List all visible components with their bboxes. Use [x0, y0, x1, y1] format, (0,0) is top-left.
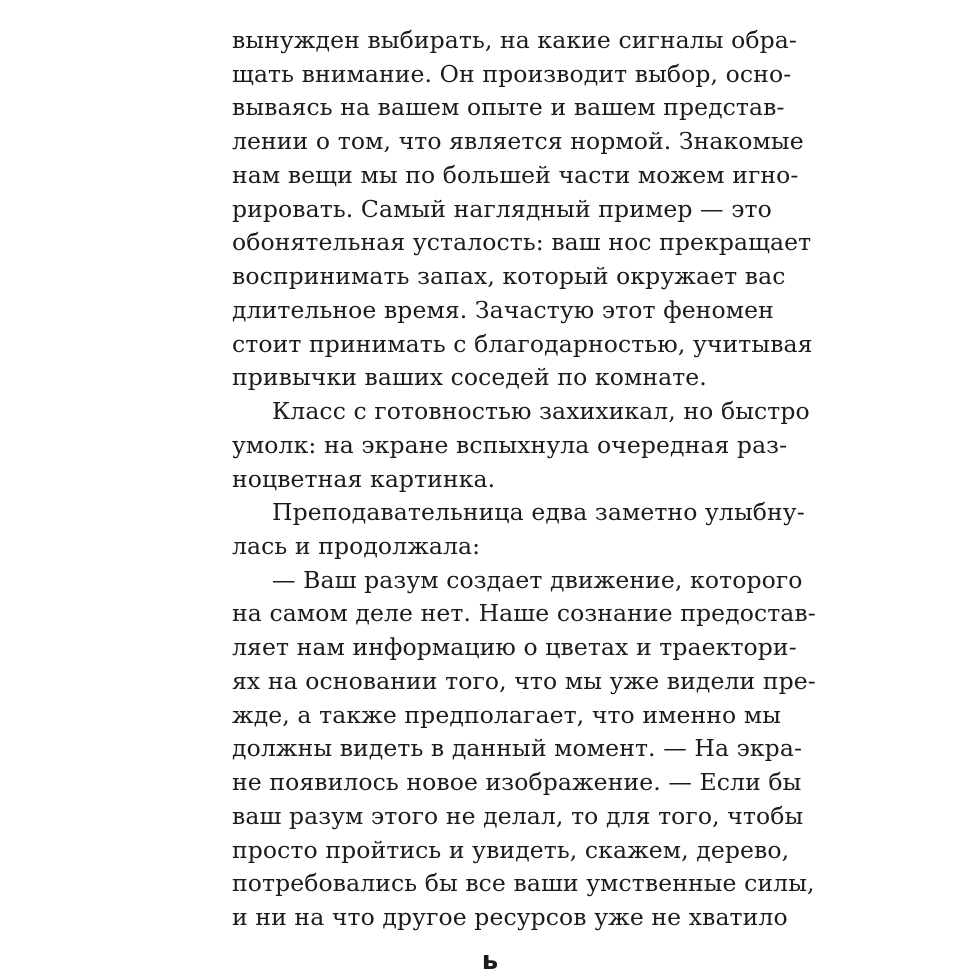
- text-line: обонятельная усталость: ваш нос прекращает: [232, 228, 812, 257]
- text-line: ляет нам информацию о цветах и траектори-: [232, 633, 797, 662]
- text-line: умолк: на экране вспыхнула очередная раз-: [232, 430, 788, 459]
- text-line: не появилось новое изображение. — Если бы: [232, 768, 802, 797]
- text-line: вынужден выбирать, на какие сигналы обра-: [232, 26, 797, 54]
- book-page-text: [232, 24, 816, 935]
- text-line: щать внимание. Он производит выбор, осно-: [232, 59, 792, 88]
- text-line: просто пройтись и увидеть, скажем, дерево,: [232, 835, 790, 864]
- text-line: лась и продолжала:: [232, 532, 481, 561]
- text-line: жде, а также предполагает, что именно мы: [232, 700, 782, 729]
- text-line: привычки ваших соседей по комнате.: [232, 363, 707, 392]
- page-number: ь: [481, 946, 499, 976]
- text-line: потребовались бы все ваши умственные силы,: [232, 869, 815, 898]
- text-line: — Ваш разум создает движение, которого: [272, 565, 803, 594]
- text-line: лении о том, что является нормой. Знакомые: [232, 127, 804, 156]
- text-line: Преподавательница едва заметно улыбну-: [272, 498, 805, 527]
- text-line: нам вещи мы по большей части можем игно-: [232, 160, 799, 189]
- text-line: длительное время. Зачастую этот феномен: [232, 295, 774, 324]
- text-line: стоит принимать с благодарностью, учитывая: [232, 329, 813, 358]
- text-line: Класс с готовностью захихикал, но быстро: [272, 397, 810, 426]
- text-line: ваш разум этого не делал, то для того, чтобы: [232, 801, 804, 830]
- text-line: вываясь на вашем опыте и вашем представ-: [232, 93, 785, 122]
- text-line: ях на основании того, что мы уже видели пре-: [232, 666, 816, 695]
- text-line: ноцветная картинка.: [232, 464, 496, 493]
- text-line: рировать. Самый наглядный пример — это: [232, 194, 772, 223]
- text-line: воспринимать запах, который окружает вас: [232, 262, 786, 291]
- text-line: должны видеть в данный момент. — На экра-: [232, 734, 802, 763]
- text-line: и ни на что другое ресурсов уже не хватило: [232, 903, 788, 932]
- text-line: на самом деле нет. Наше сознание предостав-: [232, 599, 816, 628]
